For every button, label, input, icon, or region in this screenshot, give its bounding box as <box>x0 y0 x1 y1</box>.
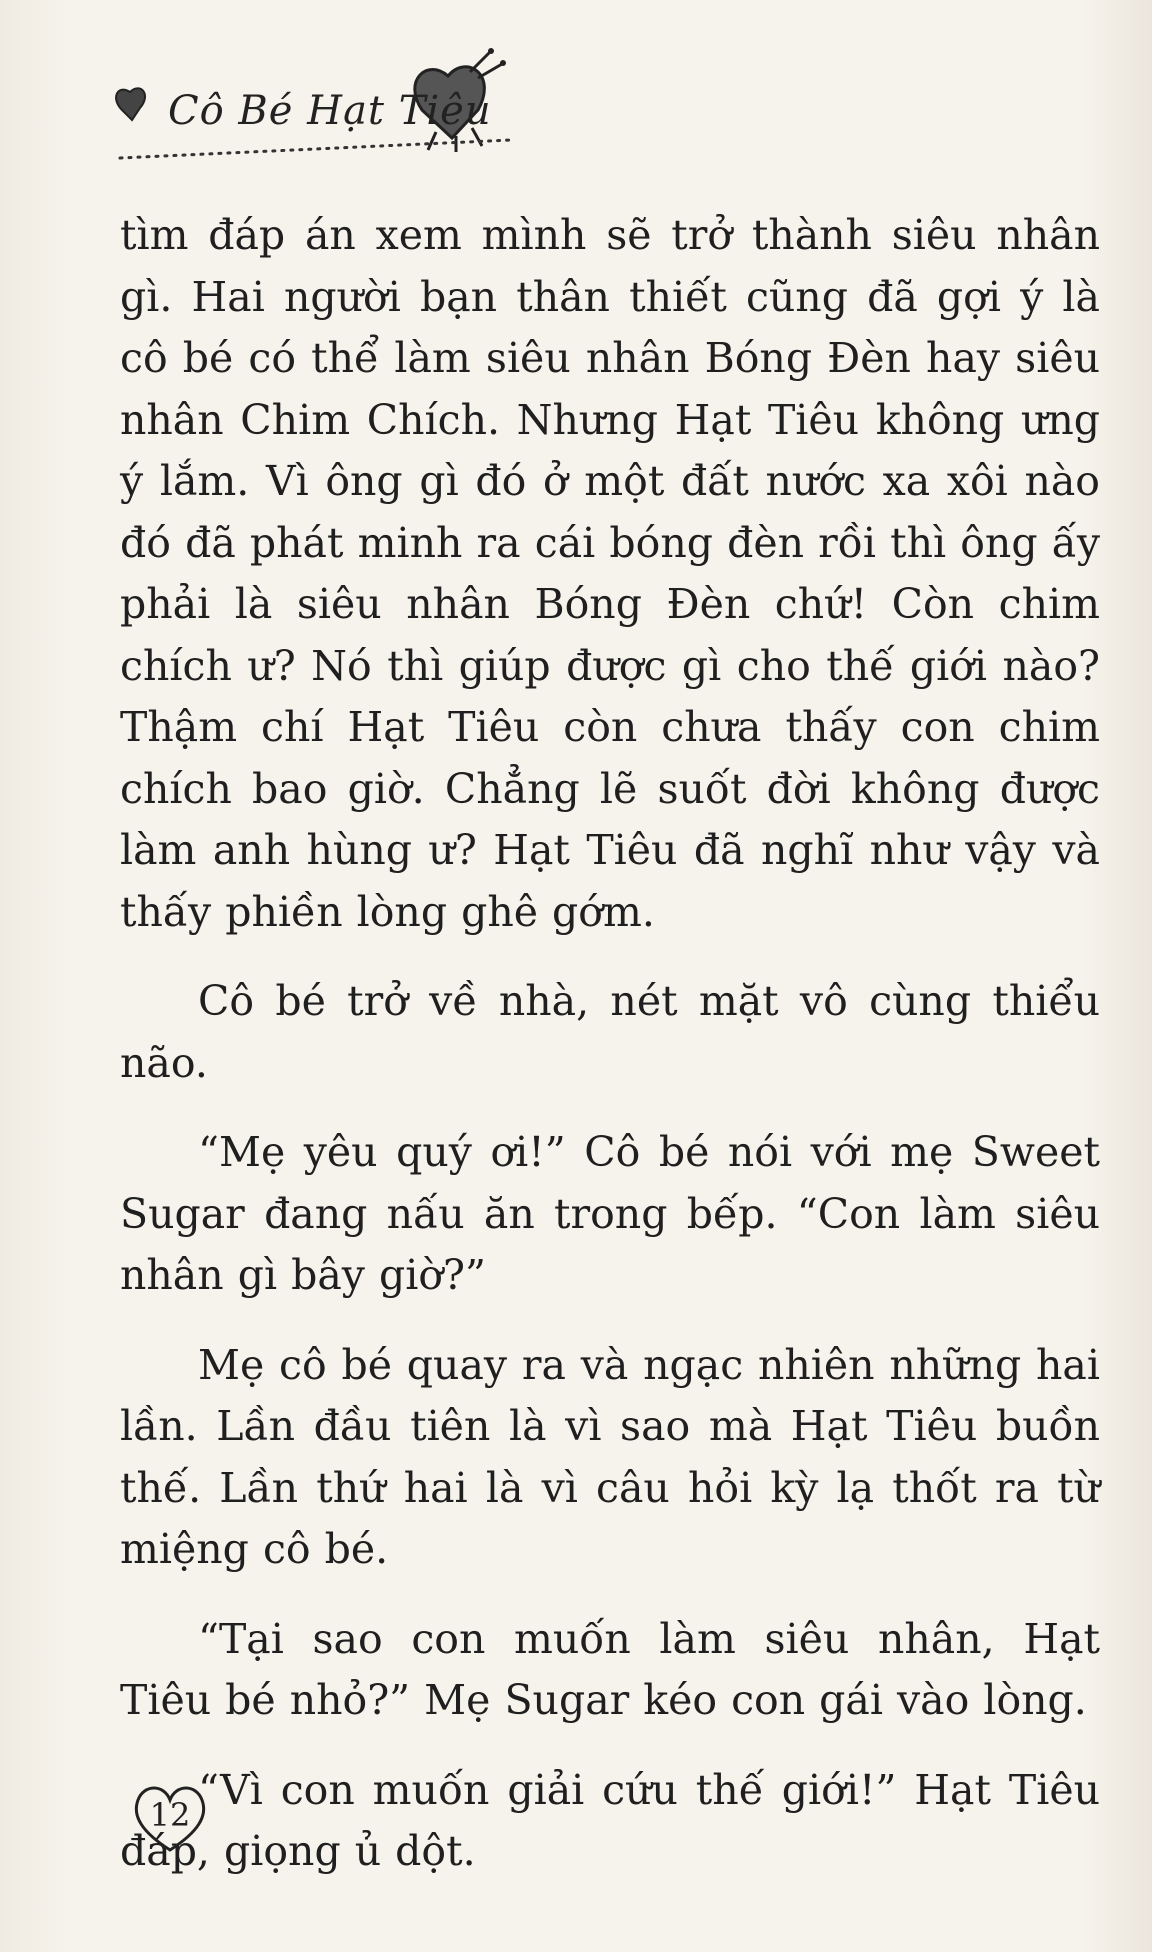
small-heart-icon <box>116 88 145 120</box>
paragraph: Cô bé trở về nhà, nét mặt vô cùng thiểu não. <box>120 977 1100 1087</box>
body-text <box>120 205 1100 1911</box>
running-header <box>110 40 530 170</box>
dotted-rule <box>120 140 510 158</box>
header-title: Cô Bé Hạt Tiêu <box>168 88 492 134</box>
page-number-text: 12 <box>149 1796 191 1834</box>
paragraph: Mẹ cô bé quay ra và ngạc nhiên những hai lần. Lần đầu tiên là vì sao mà Hạt Tiêu buồn thế. Lần thứ hai là vì câu hỏi kỳ lạ thốt ra từ miệng cô bé. <box>120 1340 1100 1573</box>
paragraph: tìm đáp án xem mình sẽ trở thành siêu nhân gì. Hai người bạn thân thiết cũng đã gợi ý là cô bé có thể làm siêu nhân Bóng Đèn hay siêu nhân Chim Chích. Nhưng Hạt Tiêu không ưng ý lắm. Vì ông gì đó ở một đất nước xa xôi nào đó đã phát minh ra cái bóng đèn rồi thì ông ấy phải là siêu nhân Bóng Đèn chứ! Còn chim chích ư? Nó thì giúp được gì cho thế giới nào? Thậm chí Hạt Tiêu còn chưa thấy con chim chích bao giờ. Chẳng lẽ suốt đời không được làm anh hùng ư? Hạt Tiêu đã nghĩ như vậy và thấy phiền lòng ghê gớm. <box>120 211 1100 936</box>
paragraph: “Vì con muốn giải cứu thế giới!” Hạt Tiêu đáp, giọng ủ dột. <box>120 1765 1100 1875</box>
paragraph: “Mẹ yêu quý ơi!” Cô bé nói với mẹ Sweet Sugar đang nấu ăn trong bếp. “Con làm siêu nhân gì bây giờ?” <box>120 1128 1100 1299</box>
page-number <box>130 1780 210 1856</box>
paragraph: “Tại sao con muốn làm siêu nhân, Hạt Tiêu bé nhỏ?” Mẹ Sugar kéo con gái vào lòng. <box>120 1614 1100 1724</box>
